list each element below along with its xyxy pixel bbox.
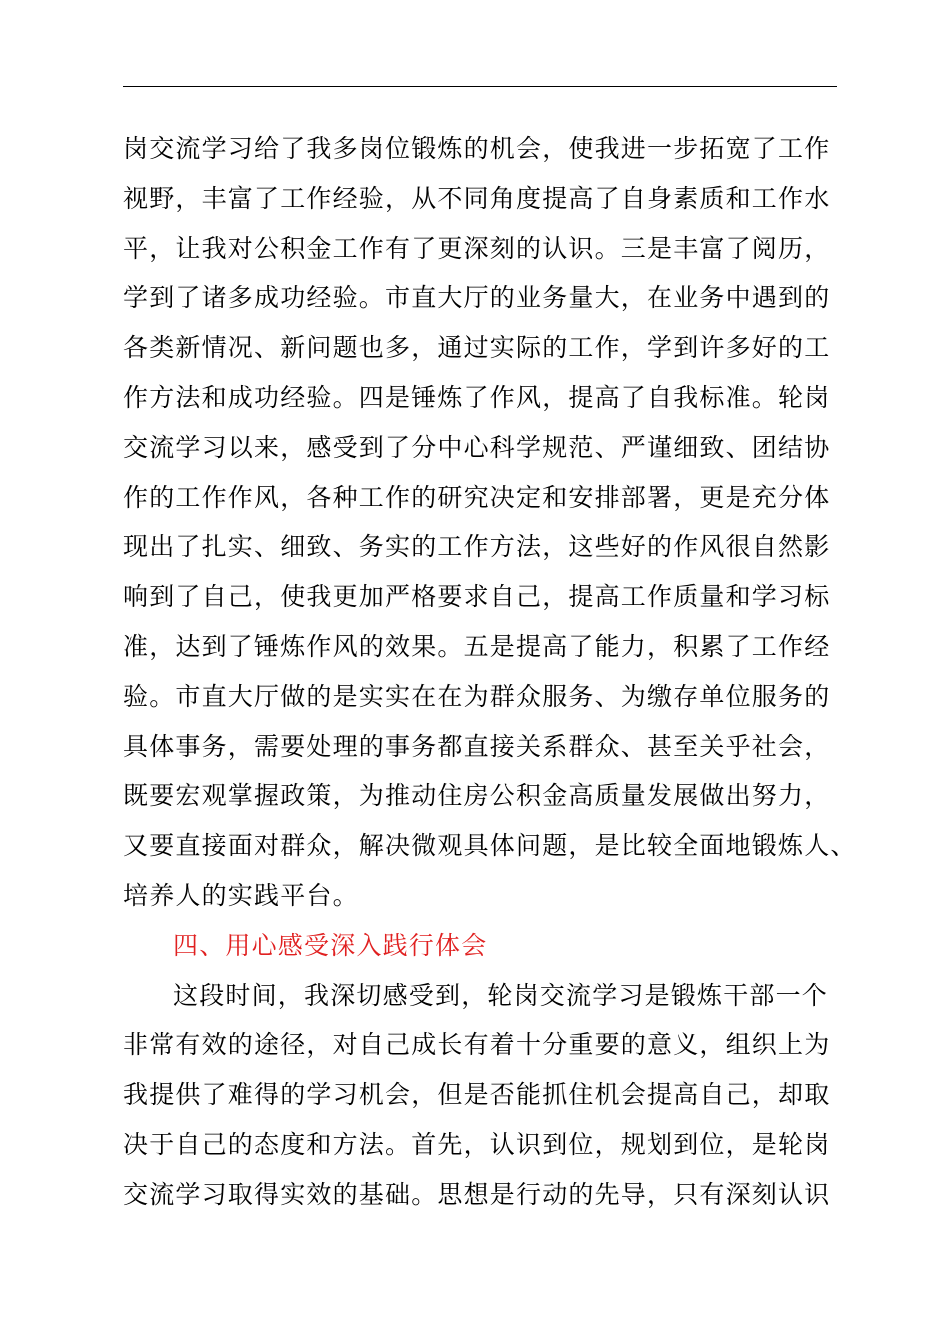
paragraph-continued bbox=[123, 124, 857, 921]
text-line: 验。市直大厅做的是实实在在为群众服务、为缴存单位服务的 bbox=[123, 681, 831, 711]
text-line: 非常有效的途径，对自己成长有着十分重要的意义，组织上为 bbox=[123, 1030, 831, 1060]
document-body bbox=[123, 124, 857, 1220]
text-line: 交流学习以来，感受到了分中心科学规范、严谨细致、团结协 bbox=[123, 432, 831, 462]
header-rule bbox=[123, 86, 837, 87]
text-line: 培养人的实践平台。 bbox=[123, 880, 359, 910]
paragraph-section-four bbox=[123, 971, 837, 1220]
text-line: 平，让我对公积金工作有了更深刻的认识。三是丰富了阅历， bbox=[123, 233, 831, 263]
text-line: 视野，丰富了工作经验，从不同角度提高了自身素质和工作水 bbox=[123, 183, 831, 213]
text-line: 学到了诸多成功经验。市直大厅的业务量大，在业务中遇到的 bbox=[123, 283, 831, 313]
text-line: 具体事务，需要处理的事务都直接关系群众、甚至关乎社会， bbox=[123, 731, 831, 761]
text-line: 各类新情况、新问题也多，通过实际的工作，学到许多好的工 bbox=[123, 333, 831, 363]
text-line: 岗交流学习给了我多岗位锻炼的机会，使我进一步拓宽了工作 bbox=[123, 134, 831, 163]
text-line: 作的工作作风，各种工作的研究决定和安排部署，更是充分体 bbox=[123, 482, 831, 512]
section-heading: 四、用心感受深入践行体会 bbox=[173, 930, 488, 960]
text-line: 这段时间，我深切感受到，轮岗交流学习是锻炼干部一个 bbox=[173, 980, 829, 1010]
text-line: 准，达到了锤炼作风的效果。五是提高了能力，积累了工作经 bbox=[123, 631, 831, 661]
text-line: 我提供了难得的学习机会，但是否能抓住机会提高自己，却取 bbox=[123, 1080, 831, 1110]
text-line: 既要宏观掌握政策，为推动住房公积金高质量发展做出努力， bbox=[123, 781, 831, 811]
text-line: 交流学习取得实效的基础。思想是行动的先导，只有深刻认识 bbox=[123, 1179, 831, 1209]
text-line: 现出了扎实、细致、务实的工作方法，这些好的作风很自然影 bbox=[123, 532, 831, 562]
text-line: 响到了自己，使我更加严格要求自己，提高工作质量和学习标 bbox=[123, 582, 831, 612]
text-line: 作方法和成功经验。四是锤炼了作风，提高了自我标准。轮岗 bbox=[123, 382, 831, 412]
text-line: 又要直接面对群众，解决微观具体问题，是比较全面地锻炼人、 bbox=[123, 831, 857, 861]
text-line: 决于自己的态度和方法。首先，认识到位，规划到位，是轮岗 bbox=[123, 1129, 831, 1159]
